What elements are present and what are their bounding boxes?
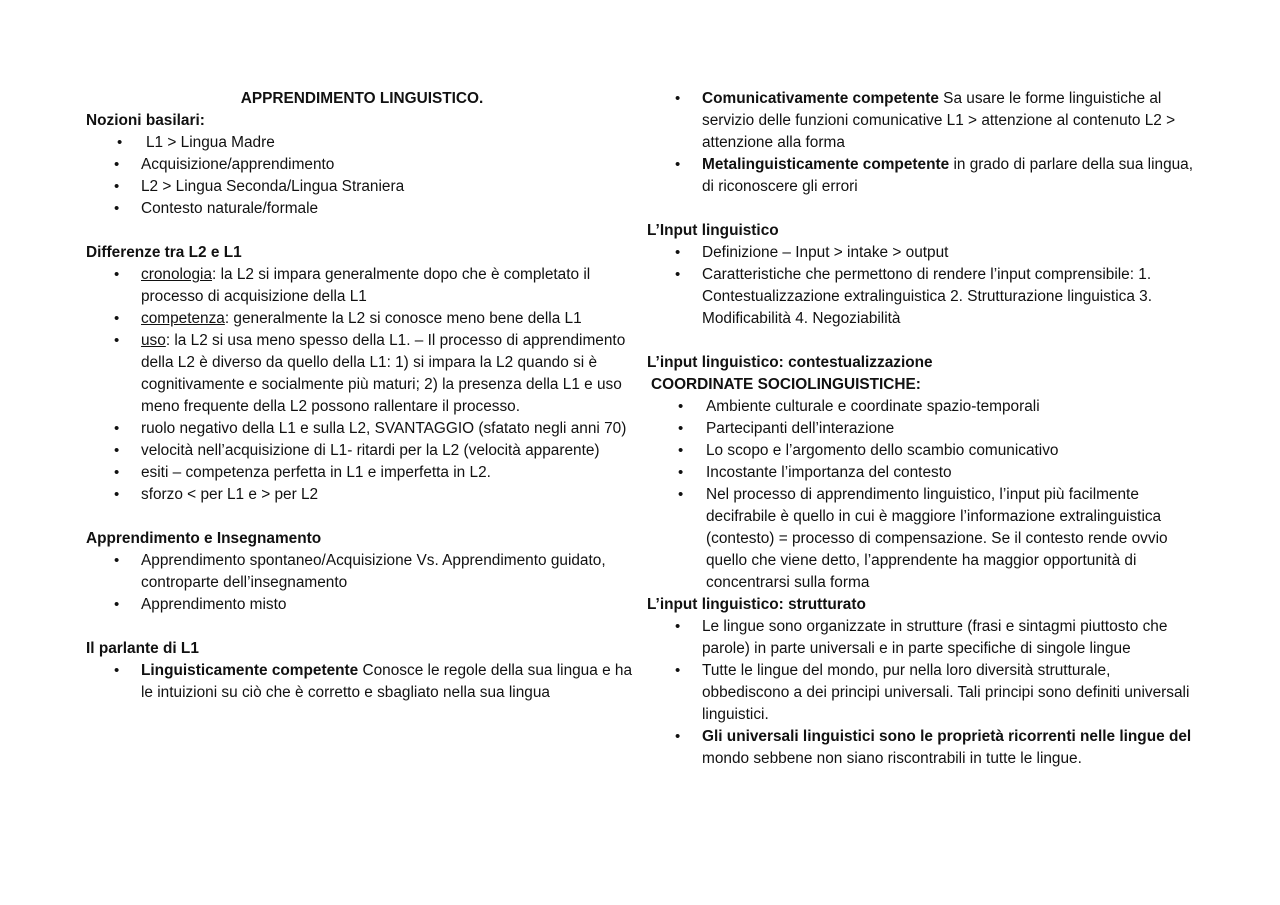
subheading-coordinate: COORDINATE SOCIOLINGUISTICHE:	[651, 376, 921, 393]
item-text: mondo sebbene non siano riscontrabili in tutte le lingue.	[702, 750, 1082, 767]
list-item: • Nel processo di apprendimento linguistico, l’input più facilmente decifrabile è quello in cui è maggiore l’informazione extralinguistica (contesto) = processo di compensazione. Se il contesto rende ovvio quello che viene detto, l’apprendente ha maggior opportunità di concentrarsi sulla forma	[647, 484, 1197, 594]
section-heading-apprendimento: Apprendimento e Insegnamento	[86, 530, 322, 547]
document-title: APPRENDIMENTO LINGUISTICO.	[240, 90, 484, 107]
section-heading-differenze: Differenze tra L2 e L1	[86, 244, 242, 261]
item-text: Conosce le regole della sua lingua e ha le intuizioni su ciò che è corretto e sbagliato nella sua lingua	[141, 662, 633, 701]
item-text: : la L2 si usa meno spesso della L1. – Il processo di apprendimento della L2 è diverso da quello della L1: 1) si impara la L2 quando si è cognitivamente e socialmente più maturi; 2) la presenza della L1 e uso meno frequente della L2 possono rallentare il processo.	[141, 332, 626, 415]
term-linguisticamente: Linguisticamente competente	[141, 662, 359, 679]
section-heading-strutturato: L’input linguistico: strutturato	[647, 596, 866, 613]
list-item: • velocità nell’acquisizione di L1- ritardi per la L2 (velocità apparente)	[86, 440, 638, 462]
list-item: • Incostante l’importanza del contesto	[647, 462, 1197, 484]
list-item: • Contesto naturale/formale	[86, 198, 638, 220]
list-item: • ruolo negativo della L1 e sulla L2, SVANTAGGIO (sfatato negli anni 70)	[86, 418, 638, 440]
list-item: • sforzo < per L1 e > per L2	[86, 484, 638, 506]
term-comunicativamente: Comunicativamente competente	[702, 90, 939, 107]
left-column	[86, 88, 638, 704]
term-competenza: competenza	[141, 310, 225, 327]
list-apprendimento	[86, 550, 638, 616]
item-text: in grado di parlare della sua lingua, di riconoscere gli errori	[702, 156, 1194, 195]
list-item: • Tutte le lingue del mondo, pur nella loro diversità strutturale, obbediscono a dei principi universali. Tali principi sono definiti universali linguistici.	[647, 660, 1197, 726]
list-input	[647, 242, 1197, 330]
list-nozioni	[86, 132, 638, 220]
list-item: • Partecipanti dell’interazione	[647, 418, 1197, 440]
term-universali: Gli universali linguistici sono le proprietà ricorrenti nelle lingue del	[702, 728, 1192, 745]
term-cronologia: cronologia	[141, 266, 213, 283]
list-item	[86, 264, 638, 308]
list-item	[647, 88, 1197, 154]
section-heading-nozioni: Nozioni basilari:	[86, 112, 205, 129]
list-item: • Lo scopo e l’argomento dello scambio comunicativo	[647, 440, 1197, 462]
list-item	[86, 308, 638, 330]
list-item: • esiti – competenza perfetta in L1 e imperfetta in L2.	[86, 462, 638, 484]
list-competenze	[647, 88, 1197, 198]
term-uso: uso	[141, 332, 166, 349]
list-item: • Le lingue sono organizzate in strutture (frasi e sintagmi piuttosto che parole) in parte universali e in parte specifiche di singole lingue	[647, 616, 1197, 660]
list-item: • Definizione – Input > intake > output	[647, 242, 1197, 264]
list-contestualizzazione	[647, 396, 1197, 594]
item-text: : generalmente la L2 si conosce meno bene della L1	[224, 310, 582, 327]
term-metalinguisticamente: Metalinguisticamente competente	[702, 156, 950, 173]
right-column	[647, 88, 1197, 770]
list-item: • Acquisizione/apprendimento	[86, 154, 638, 176]
list-item: • Caratteristiche che permettono di rendere l’input comprensibile: 1. Contestualizzazione extralinguistica 2. Strutturazione linguistica 3. Modificabilità 4. Negoziabilità	[647, 264, 1197, 330]
list-item: • Apprendimento spontaneo/Acquisizione Vs. Apprendimento guidato, controparte dell’insegnamento	[86, 550, 638, 594]
list-strutturato	[647, 616, 1197, 770]
list-item: • Apprendimento misto	[86, 594, 638, 616]
list-parlante	[86, 660, 638, 704]
list-item	[86, 660, 638, 704]
list-item	[647, 154, 1197, 198]
list-item: • L2 > Lingua Seconda/Lingua Straniera	[86, 176, 638, 198]
list-item: • Ambiente culturale e coordinate spazio-temporali	[647, 396, 1197, 418]
item-text: : la L2 si impara generalmente dopo che è completato il processo di acquisizione della L1	[141, 266, 591, 305]
item-text: Sa usare le forme linguistiche al servizio delle funzioni comunicative L1 > attenzione al contenuto L2 > attenzione alla forma	[702, 90, 1176, 151]
list-item	[86, 330, 638, 418]
section-heading-input: L’Input linguistico	[647, 222, 779, 239]
list-item	[647, 726, 1197, 770]
list-item: • L1 > Lingua Madre	[86, 132, 638, 154]
list-differenze	[86, 264, 638, 506]
section-heading-contestualizzazione: L’input linguistico: contestualizzazione	[647, 354, 933, 371]
section-heading-parlante: Il parlante di L1	[86, 640, 199, 657]
